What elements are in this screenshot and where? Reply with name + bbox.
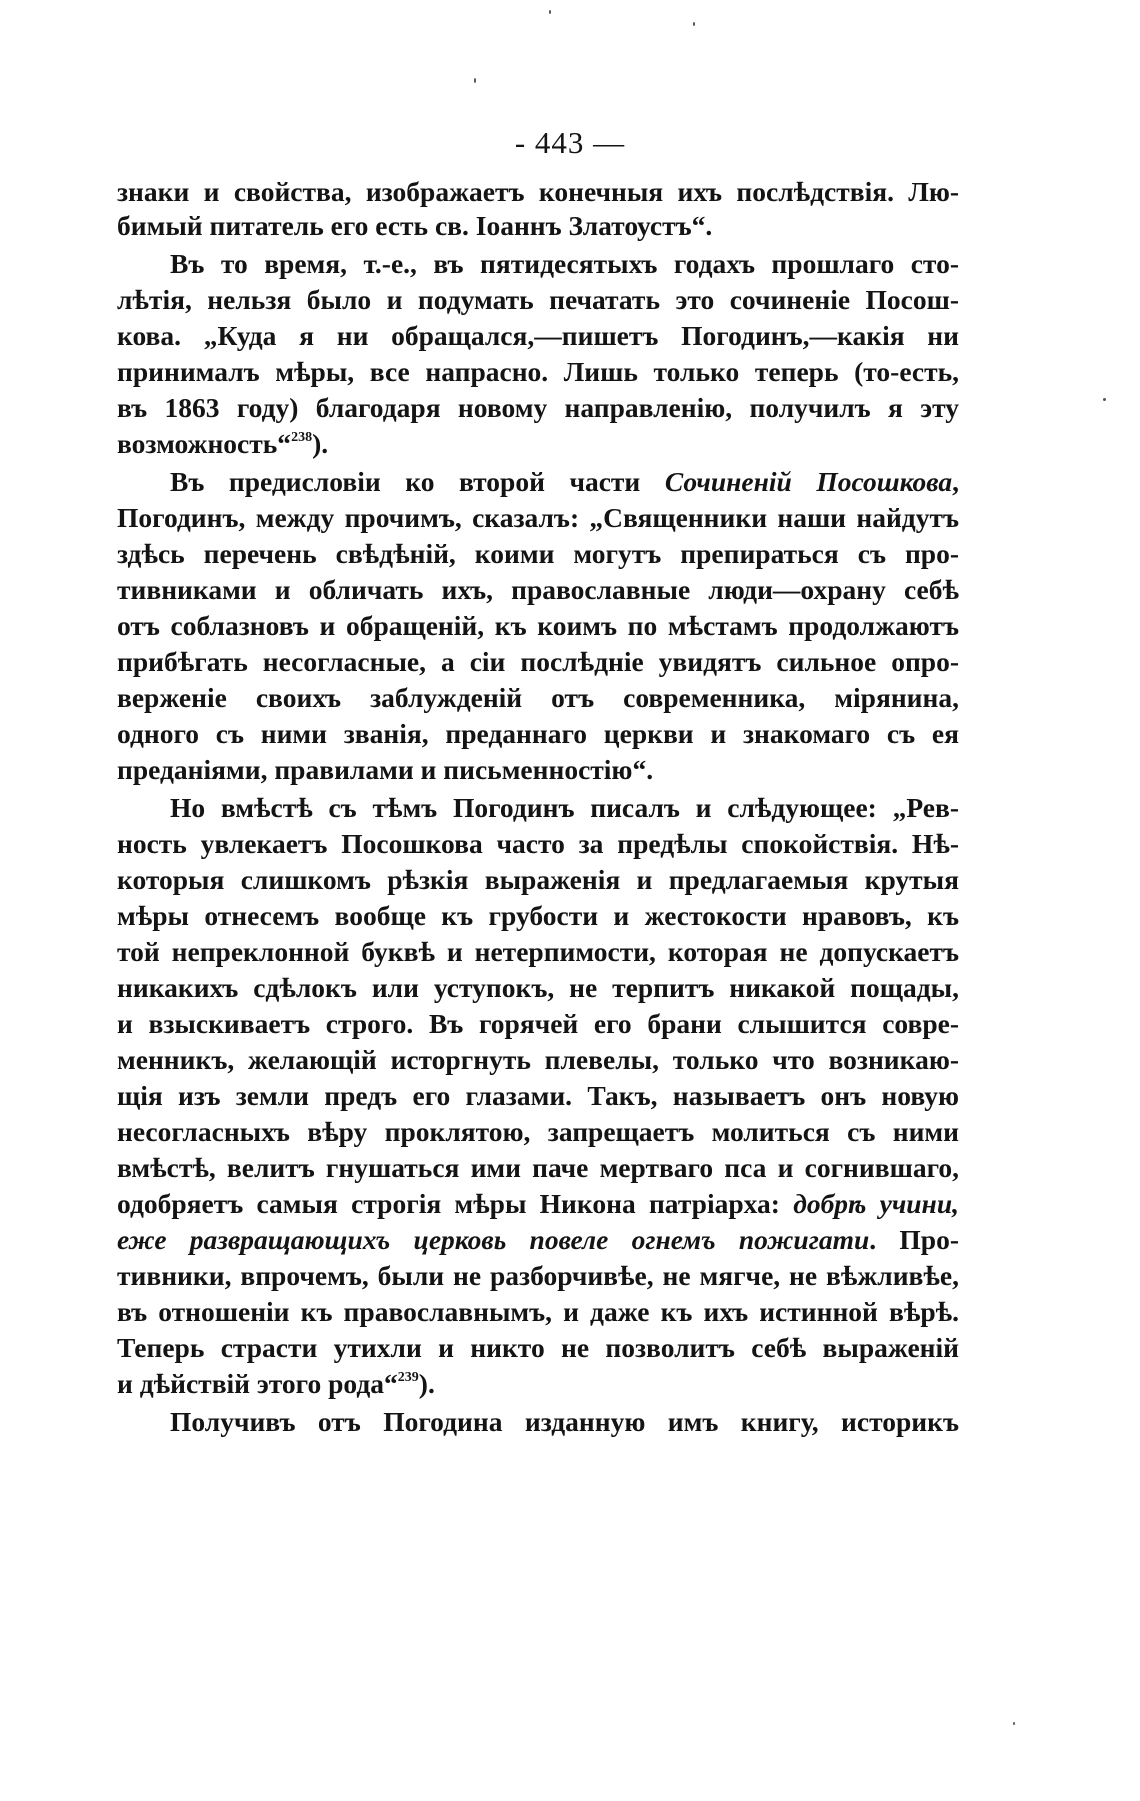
text-line: менникъ, желающій исторгнуть плевелы, только что возникаю-	[117, 1044, 959, 1075]
italic-quote: еже развращающихъ церковь повеле огнемъ пожигати	[117, 1224, 870, 1255]
text-line: и дѣйствій этого рода“$^{239}$).	[117, 1368, 435, 1399]
text-line: принималъ мѣры, все напрасно. Лишь только теперь (то-есть,	[117, 356, 959, 387]
text-line: верженіе своихъ заблужденій отъ современника, мірянина,	[117, 682, 959, 713]
text-line: Погодинъ, между прочимъ, сказалъ: „Священники наши найдутъ	[117, 502, 959, 533]
text-line: въ отношеніи къ православнымъ, и даже къ ихъ истинной вѣрѣ.	[117, 1296, 959, 1327]
italic-quote: добрѣ учини,	[793, 1188, 959, 1219]
scan-speck	[1103, 398, 1106, 401]
text-line: той непреклонной буквѣ и нетерпимости, которая не допускаетъ	[117, 936, 959, 967]
text-line: лѣтія, нельзя было и подумать печатать это сочиненіе Посош-	[117, 284, 959, 315]
scan-speck	[474, 78, 476, 83]
scan-speck	[549, 10, 551, 14]
text-line: никакихъ сдѣлокъ или уступокъ, не терпитъ никакой пощады,	[117, 972, 959, 1003]
text-line: несогласныхъ вѣру проклятою, запрещаетъ молиться съ ними	[117, 1116, 959, 1147]
text-line: кова. „Куда я ни обращался,—пишетъ Погодинъ,—какія ни	[117, 320, 959, 351]
italic-title: Сочиненій Посошкова	[664, 466, 953, 497]
text-line: и взыскиваетъ строго. Въ горячей его брани слышится совре-	[117, 1008, 959, 1039]
text-line: ность увлекаетъ Посошкова часто за предѣлы спокойствія. Нѣ-	[117, 828, 959, 859]
scan-speck	[1013, 1722, 1015, 1725]
text-line: прибѣгать несогласные, а сіи послѣдніе увидятъ сильное опро-	[117, 646, 959, 677]
text-line: отъ соблазновъ и обращеній, къ коимъ по мѣстамъ продолжаютъ	[117, 610, 959, 641]
text-line: Получивъ отъ Погодина изданную имъ книгу, историкъ	[170, 1406, 959, 1437]
text-line: бимый питатель его есть св. Іоаннъ Златоустъ“.	[117, 210, 713, 241]
text-line: щія изъ земли предъ его глазами. Такъ, называетъ онъ новую	[117, 1080, 959, 1111]
text-line: здѣсь перечень свѣдѣній, коими могутъ препираться съ про-	[117, 538, 959, 569]
footnote-ref: 239	[397, 1370, 419, 1385]
text-line: Но вмѣстѣ съ тѣмъ Погодинъ писалъ и слѣдующее: „Рев-	[170, 792, 959, 823]
text-line: тивники, впрочемъ, были не разборчивѣе, не мягче, не вѣжливѣе,	[117, 1260, 959, 1291]
text-line: одобряетъ самыя строгія мѣры Никона патріарха: добрѣ учини,	[117, 1188, 959, 1219]
text-line: еже развращающихъ церковь повеле огнемъ пожигати. Про-	[117, 1224, 960, 1255]
text-line: Въ предисловіи ко второй части Сочиненій Посошкова,	[170, 466, 959, 497]
text-line: Въ то время, т.-е., въ пятидесятыхъ годахъ прошлаго сто-	[170, 248, 959, 279]
text-line: одного съ ними званія, преданнаго церкви и знакомаго съ ея	[117, 718, 959, 749]
text-line: мѣры отнесемъ вообще къ грубости и жестокости нравовъ, къ	[117, 900, 959, 931]
text-line: въ 1863 году) благодаря новому направленію, получилъ я эту	[117, 392, 959, 423]
text-line: вмѣстѣ, велитъ гнушаться ими паче мертваго пса и согнившаго,	[117, 1152, 959, 1183]
text-line: знаки и свойства, изображаетъ конечныя ихъ послѣдствія. Лю-	[117, 176, 959, 207]
text-line: Теперь страсти утихли и никто не позволитъ себѣ выраженій	[117, 1332, 959, 1363]
page-number: - 443 —	[514, 125, 626, 160]
scan-speck	[693, 22, 695, 26]
footnote-ref: 238	[291, 430, 313, 445]
text-line: которыя слишкомъ рѣзкія выраженія и предлагаемыя крутыя	[117, 864, 959, 895]
text-line: тивниками и обличать ихъ, православные люди—охрану себѣ	[117, 574, 959, 605]
text-line: возможность“$^{238}$).	[117, 428, 329, 459]
text-line: преданіями, правилами и письменностію“.	[117, 754, 654, 785]
